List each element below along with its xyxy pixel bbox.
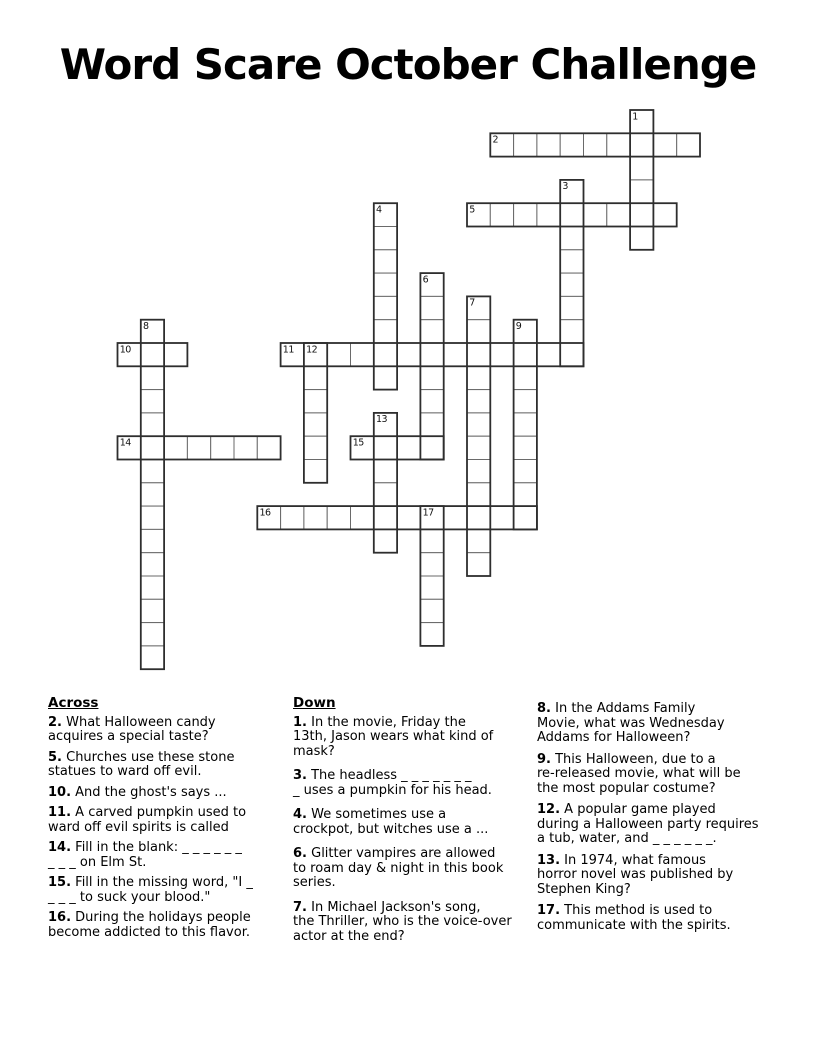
grid-cell[interactable] (653, 203, 676, 226)
clue-item: 15. Fill in the missing word, "I _ _ _ _ to suck your blood." (48, 875, 253, 905)
grid-cell[interactable] (141, 413, 164, 436)
grid-cell[interactable] (444, 506, 467, 529)
clue-number: 13 (376, 414, 388, 426)
crossword-grid (112, 104, 706, 676)
grid-cell[interactable] (420, 413, 443, 436)
clue-number: 11 (282, 344, 294, 356)
grid-cell[interactable] (607, 133, 630, 156)
clue-item: 5. Churches use these stone statues to ward off evil. (48, 749, 235, 779)
down-clue-list-continued (537, 702, 793, 933)
grid-cell[interactable] (164, 343, 187, 366)
clue-item: 1. In the movie, Friday the 13th, Jason wears what kind of mask? (293, 714, 494, 759)
clue-number: 4 (376, 204, 382, 216)
grid-cell[interactable] (304, 436, 327, 459)
grid-cell[interactable] (374, 343, 397, 366)
clue-number: 7 (469, 297, 475, 309)
clue-item-number: 13. (537, 852, 561, 868)
grid-cell[interactable] (141, 529, 164, 552)
grid-cell[interactable] (374, 250, 397, 273)
grid-cell[interactable] (141, 390, 164, 413)
grid-cell[interactable] (234, 436, 257, 459)
clue-item-number: 11. (48, 805, 72, 820)
clue-item: 3. The headless _ _ _ _ _ _ _ _ uses a pumpkin for his head. (293, 768, 492, 798)
clue-item: 17. This method is used to communicate with the spirits. (537, 903, 731, 933)
grid-cell[interactable] (141, 366, 164, 389)
grid-cell[interactable] (397, 506, 420, 529)
across-clues-column (48, 696, 288, 946)
clue-item: 2. What Halloween candy acquires a special taste? (48, 714, 216, 744)
clue-item-number: 15. (48, 875, 72, 890)
clue-item-number: 10. (48, 784, 72, 800)
grid-cell[interactable] (141, 553, 164, 576)
grid-cell[interactable] (351, 506, 374, 529)
clue-item-number: 14. (48, 840, 72, 855)
grid-cell[interactable] (420, 576, 443, 599)
clue-number: 3 (562, 181, 568, 193)
grid-cell[interactable] (187, 436, 210, 459)
clue-item-number: 1. (293, 714, 307, 730)
grid-cell[interactable] (560, 227, 583, 250)
clue-number: 9 (515, 321, 522, 332)
clue-item: 16. During the holidays people become addicted to this flavor. (48, 910, 251, 940)
clue-number: 16 (259, 507, 271, 519)
grid-cell[interactable] (420, 343, 443, 366)
grid-cell[interactable] (327, 506, 350, 529)
grid-cell[interactable] (630, 180, 653, 203)
grid-cell[interactable] (164, 436, 187, 459)
clue-item-number: 9. (537, 751, 551, 767)
grid-cell[interactable] (257, 436, 280, 459)
clue-item: 7. In Michael Jackson's song, the Thriller, who is the voice-over actor at the end? (293, 899, 512, 944)
clue-number: 12 (306, 344, 318, 356)
grid-cell[interactable] (420, 296, 443, 319)
clue-number: 5 (469, 204, 475, 216)
grid-cell[interactable] (467, 529, 490, 552)
clue-item: 6. Glitter vampires are allowed to roam day & night in this book series. (293, 846, 504, 890)
clue-item-number: 7. (293, 899, 307, 915)
grid-cell[interactable] (560, 296, 583, 319)
grid-cell[interactable] (560, 273, 583, 296)
down-clues-column (293, 696, 543, 954)
grid-cell[interactable] (374, 529, 397, 552)
grid-cell[interactable] (397, 343, 420, 366)
grid-cell[interactable] (420, 366, 443, 389)
grid-cell[interactable] (630, 227, 653, 250)
grid-cell[interactable] (374, 506, 397, 529)
grid-cell[interactable] (514, 413, 537, 436)
grid-cell[interactable] (630, 203, 653, 226)
grid-cell[interactable] (420, 623, 443, 646)
grid-cell[interactable] (467, 506, 490, 529)
down-clue-list (293, 716, 543, 945)
clue-item-number: 5. (48, 749, 62, 765)
grid-cell[interactable] (211, 436, 234, 459)
puzzle-title: Word Scare October Challenge (59, 40, 757, 89)
grid-cell[interactable] (420, 553, 443, 576)
grid-cell[interactable] (514, 506, 537, 529)
grid-cell[interactable] (141, 343, 164, 366)
clue-number: 8 (143, 321, 149, 332)
clue-item: 10. And the ghost's says ... (48, 784, 227, 800)
grid-cell[interactable] (653, 133, 676, 156)
grid-cell[interactable] (514, 460, 537, 483)
grid-cell[interactable] (467, 390, 490, 413)
grid-cell[interactable] (374, 320, 397, 343)
clue-item-number: 17. (537, 903, 561, 918)
grid-cell[interactable] (630, 157, 653, 180)
grid-cell[interactable] (514, 436, 537, 459)
grid-cell[interactable] (490, 203, 513, 226)
grid-cell[interactable] (304, 366, 327, 389)
clue-number: 17 (422, 507, 434, 519)
grid-cell[interactable] (420, 599, 443, 622)
clue-item: 4. We sometimes use a crockpot, but witches use a ... (293, 807, 489, 837)
clue-item: 12. A popular game played during a Halloween party requires a tub, water, and _ _ _ _ _ _. (537, 802, 759, 846)
clue-number: 10 (119, 344, 131, 356)
grid-cell[interactable] (467, 413, 490, 436)
clue-item-number: 4. (293, 807, 307, 822)
grid-cell[interactable] (374, 273, 397, 296)
grid-cell[interactable] (351, 343, 374, 366)
grid-cell[interactable] (490, 506, 513, 529)
grid-cell[interactable] (141, 506, 164, 529)
grid-cell[interactable] (141, 599, 164, 622)
grid-cell[interactable] (420, 529, 443, 552)
grid-cell[interactable] (467, 553, 490, 576)
grid-cell[interactable] (584, 203, 607, 226)
grid-cell[interactable] (420, 390, 443, 413)
grid-cell[interactable] (607, 203, 630, 226)
grid-cell[interactable] (397, 436, 420, 459)
grid-cell[interactable] (467, 320, 490, 343)
grid-cell[interactable] (677, 133, 700, 156)
grid-cell[interactable] (537, 203, 560, 226)
grid-cell[interactable] (444, 343, 467, 366)
clue-number: 14 (119, 437, 131, 449)
clue-item: 9. This Halloween, due to a re-released movie, what will be the most popular costume? (537, 751, 741, 796)
grid-cell[interactable] (467, 436, 490, 459)
grid-cell[interactable] (327, 343, 350, 366)
grid-cell[interactable] (374, 227, 397, 250)
clue-item: 11. A carved pumpkin used to ward off evil spirits is called (48, 805, 247, 835)
grid-cell[interactable] (490, 343, 513, 366)
grid-cell[interactable] (467, 460, 490, 483)
grid-cell[interactable] (281, 506, 304, 529)
down-clues-column-2 (537, 702, 793, 940)
grid-cell[interactable] (420, 320, 443, 343)
grid-cell[interactable] (141, 483, 164, 506)
grid-cell[interactable] (141, 436, 164, 459)
grid-cell[interactable] (514, 133, 537, 156)
grid-cell[interactable] (560, 320, 583, 343)
clue-item-number: 16. (48, 910, 72, 925)
grid-cell[interactable] (304, 413, 327, 436)
grid-cell[interactable] (514, 343, 537, 366)
clue-item-number: 3. (293, 768, 307, 783)
grid-cell[interactable] (374, 296, 397, 319)
clue-item: 13. In 1974, what famous horror novel was published by Stephen King? (537, 852, 734, 897)
grid-cell[interactable] (467, 366, 490, 389)
grid-cell[interactable] (420, 436, 443, 459)
grid-cell[interactable] (537, 133, 560, 156)
down-heading: Down (293, 695, 336, 711)
grid-cell[interactable] (560, 203, 583, 226)
grid-cell[interactable] (467, 343, 490, 366)
clue-item: 14. Fill in the blank: _ _ _ _ _ _ _ _ _ on Elm St. (48, 840, 242, 870)
grid-cell[interactable] (560, 343, 583, 366)
clue-number: 6 (422, 274, 429, 286)
clue-item-number: 8. (537, 701, 551, 716)
grid-cell[interactable] (560, 133, 583, 156)
grid-cell[interactable] (584, 133, 607, 156)
grid-cell[interactable] (560, 250, 583, 273)
grid-cell[interactable] (630, 133, 653, 156)
across-heading: Across (48, 695, 99, 711)
grid-cell[interactable] (374, 483, 397, 506)
clue-item-number: 2. (48, 714, 62, 730)
grid-cell[interactable] (141, 576, 164, 599)
grid-cell[interactable] (141, 623, 164, 646)
grid-cell[interactable] (374, 366, 397, 389)
grid-cell[interactable] (537, 343, 560, 366)
clue-number: 15 (352, 437, 364, 449)
grid-cell[interactable] (467, 483, 490, 506)
grid-cell[interactable] (514, 203, 537, 226)
grid-cell[interactable] (304, 460, 327, 483)
grid-cell[interactable] (514, 483, 537, 506)
grid-cell[interactable] (514, 390, 537, 413)
grid-cell[interactable] (374, 460, 397, 483)
grid-cell[interactable] (304, 390, 327, 413)
grid-cell[interactable] (374, 436, 397, 459)
grid-cell[interactable] (141, 646, 164, 669)
grid-cell[interactable] (514, 366, 537, 389)
clue-item: 8. In the Addams Family Movie, what was Wednesday Addams for Halloween? (537, 701, 725, 745)
across-clue-list (48, 716, 288, 941)
clue-number: 1 (632, 111, 638, 123)
grid-cell[interactable] (141, 460, 164, 483)
clue-item-number: 6. (293, 846, 307, 861)
grid-cell[interactable] (304, 506, 327, 529)
clue-number: 2 (492, 134, 499, 146)
clue-item-number: 12. (537, 802, 561, 817)
